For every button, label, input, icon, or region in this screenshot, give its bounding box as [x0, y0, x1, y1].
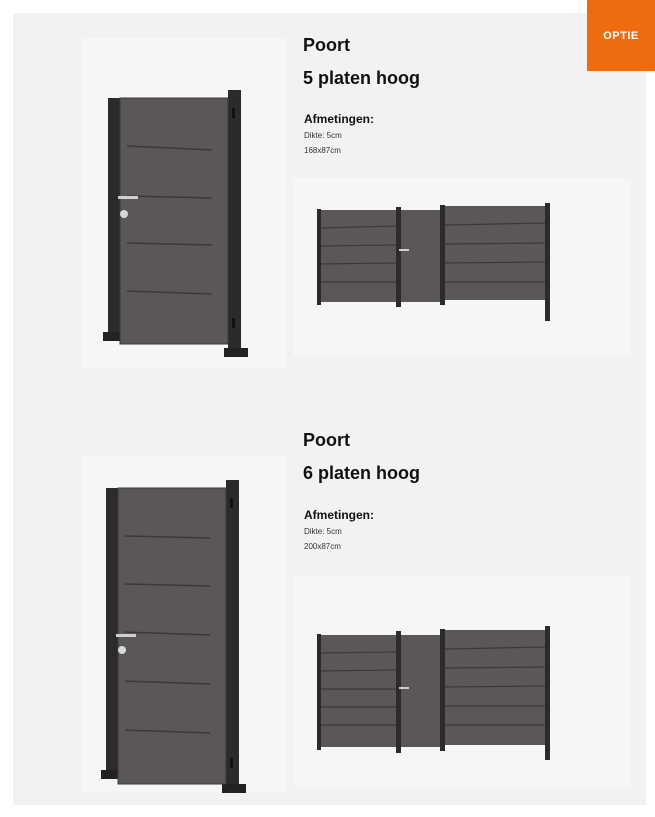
- option-badge: [587, 0, 655, 71]
- section-subtitle: 5 platen hoog: [303, 68, 420, 88]
- thickness-text: Dikte: 5cm: [304, 527, 342, 536]
- gate-photo-single: [98, 478, 258, 798]
- fence-with-gate-photo: [312, 200, 557, 320]
- section-title: Poort: [303, 35, 350, 55]
- thickness-text: Dikte: 5cm: [304, 131, 342, 140]
- fence-with-gate-photo: [312, 623, 557, 763]
- dimensions-heading: Afmetingen:: [304, 112, 374, 126]
- size-text: 168x87cm: [304, 146, 341, 155]
- option-badge-label: OPTIE: [603, 29, 639, 42]
- dimensions-heading: Afmetingen:: [304, 508, 374, 522]
- size-text: 200x87cm: [304, 542, 341, 551]
- section-title: Poort: [303, 430, 350, 450]
- gate-photo-single: [100, 88, 260, 368]
- section-subtitle: 6 platen hoog: [303, 463, 420, 483]
